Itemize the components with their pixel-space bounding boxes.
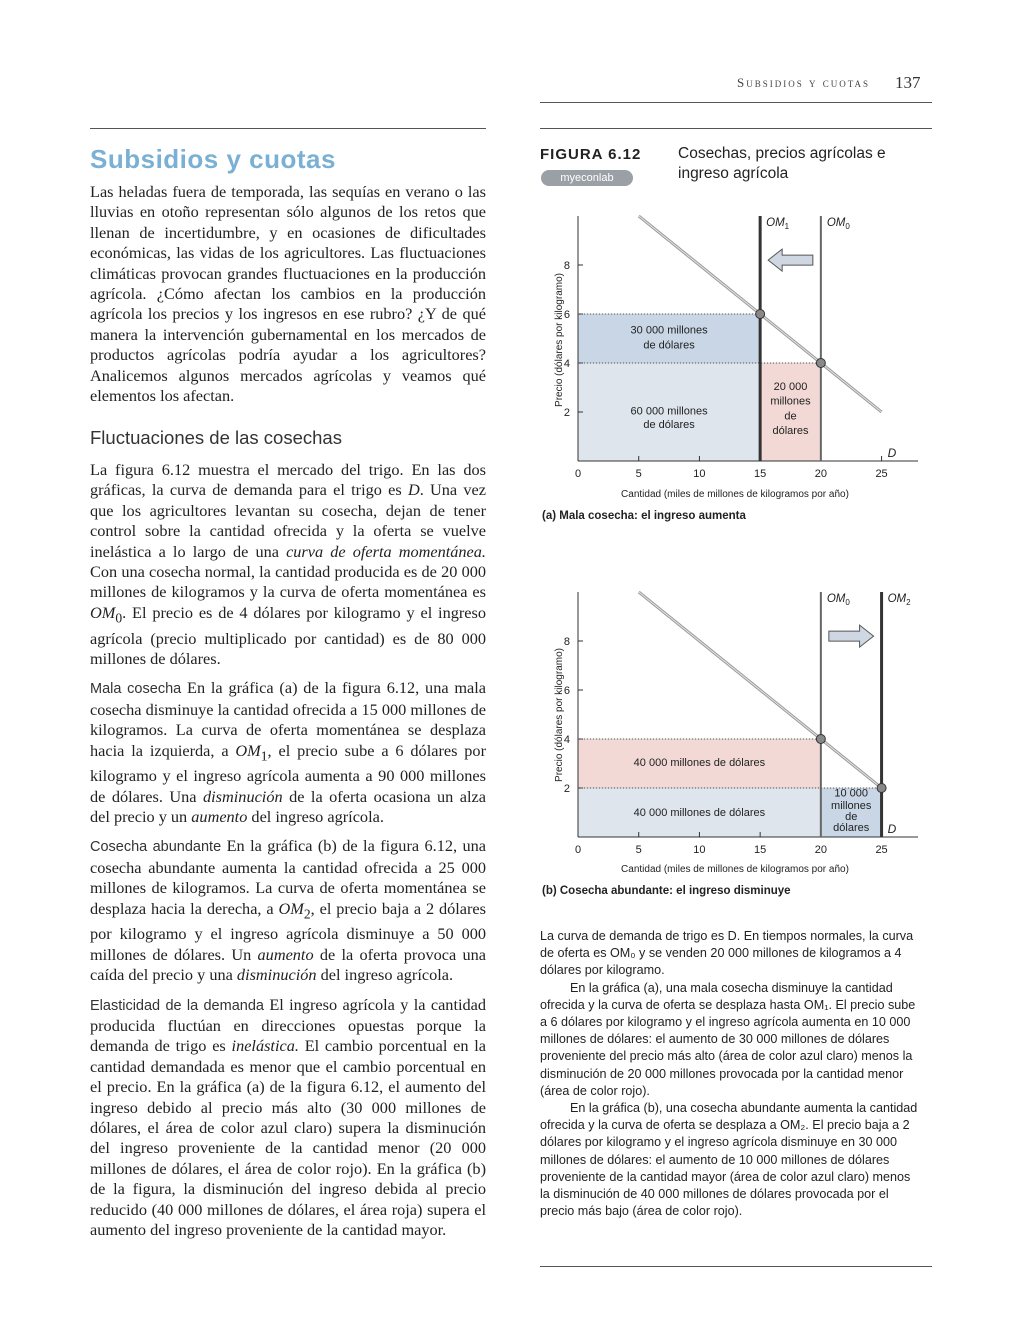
equilibrium-point (756, 310, 765, 319)
x-tick-label: 5 (635, 468, 642, 480)
y-tick-label: 2 (563, 783, 570, 795)
figure-rule (540, 128, 932, 129)
running-head: Subsidios y cuotas (736, 75, 870, 90)
demand-label: D (887, 446, 897, 460)
area-b-line1: 60 000 millones (630, 405, 708, 418)
x-axis-label: Cantidad (miles de millones de kilogramos por año) (621, 864, 849, 875)
header-rule (540, 102, 932, 103)
supply-label-sub: 1 (784, 222, 790, 231)
y-axis-label: Precio (dólares por kilogramo) (554, 273, 565, 407)
caption-paragraph-2: En la gráfica (a), una mala cosecha disminuye la cantidad ofrecida y la curva de oferta se desplaza hasta OM₁. El precio sube a 6 dólares por kilogramo y el ingreso agrícola aumenta en 10 000 millones de dólares: el aumento de 30 000 millones de dólares proveniente del precio más alto (área de color azul claro) menos la disminución de 20 000 millones provocada por la cantidad menor (área de color rojo). (540, 980, 916, 1098)
area-b-line2: de dólares (643, 418, 695, 431)
body-text (90, 460, 486, 1249)
supply-label-sub: 2 (906, 598, 911, 607)
area-c-line4: dólares (772, 425, 809, 438)
paragraph-2: Mala cosecha En la gráfica (a) de la figura 6.12, una mala cosecha disminuye la cantidad ofrecida a 15 000 millones de kilogramos. La curva de oferta momentánea se desplaza hacia la izquierda, a $OM_1$, el precio sube a 6 dólares por kilogramo y el ingreso agrícola aumenta a 90 000 millones de dólares. Una disminución de la oferta ocasiona un alza del precio y un aumento del ingreso agrícola. (90, 678, 487, 826)
x-tick-label: 25 (875, 468, 888, 480)
paragraph-3: Cosecha abundante En la gráfica (b) de la figura 6.12, una cosecha abundante aumenta la cantidad ofrecida a 25 000 millones de kilogramos. La curva de oferta momentánea se desplaza hacia la derecha, a $OM_2$, el precio baja a 2 dólares por kilogramo y el ingreso agrícola disminuye a 50 000 millones de dólares. Un aumento de la oferta provoca una caída del precio y una disminución del ingreso agrícola. (90, 836, 486, 985)
area-c-line1: 20 000 (773, 380, 808, 393)
x-tick-label: 0 (574, 844, 582, 856)
supply-label-0: $OM_0$ (826, 217, 850, 231)
section-title: Subsidios y cuotas (90, 144, 336, 174)
x-tick-label: 25 (875, 844, 888, 856)
paragraph-1: La figura 6.12 muestra el mercado del trigo. En las dos gráficas, la curva de demanda para el trigo es D. Una vez que los agricultores levantan su cosecha, dejan de tener control sobre la cantidad ofrecida y la oferta se vuelve inelástica a lo largo de una curva de oferta momentánea. Con una cosecha normal, la cantidad producida es de 20 000 millones de kilogramos y la curva de oferta momentánea es $OM_0$. El precio es de 4 dólares por kilogramo y el ingreso agrícola (precio multiplicado por cantidad) es de 80 000 millones de dólares. (90, 460, 487, 668)
supply-label-sub: 0 (845, 222, 850, 231)
chart-caption: (b) Cosecha abundante: el ingreso disminuye (542, 885, 791, 897)
figure-caption (540, 928, 920, 1220)
x-tick-label: 10 (693, 844, 706, 856)
figure-title: Cosechas, precios agrícolas e ingreso agrícola (678, 145, 886, 182)
myeconlab-badge[interactable]: myeconlab (541, 170, 633, 186)
section-rule (90, 128, 486, 129)
area-c-line3: de (784, 410, 797, 423)
supply-label-2: $OM_2$ (887, 593, 911, 607)
y-tick-label: 4 (563, 734, 570, 746)
y-tick-label: 8 (563, 260, 570, 272)
x-tick-label: 0 (574, 468, 582, 480)
y-tick-label: 8 (563, 636, 570, 648)
area-b-line1: 40 000 millones de dólares (633, 807, 766, 820)
supply-label-0: $OM_0$ (826, 593, 850, 607)
shift-arrow (768, 249, 813, 271)
x-tick-label: 5 (635, 844, 642, 856)
supply-label-1: $OM_1$ (766, 217, 790, 231)
y-tick-label: 6 (563, 309, 570, 321)
intro-text: Las heladas fuera de temporada, las sequías en verano o las lluvias en otoño representan sólo algunos de los retos que llenan de incertidumbre, y en ocasiones de dificultades económicas, las vidas de los agricultores. Las fluctuaciones climáticas provocan grandes fluctuaciones en la producción agrícola. ¿Cómo afectan los cambios en la producción agrícola los precios y los ingresos en ese rubro? ¿Y de qué manera la intervención gubernamental en los mercados de productos agrícolas podría ayudar a los agricultores? Analicemos algunos mercados agrícolas y veamos qué elementos los afectan. (90, 182, 486, 406)
y-axis-label: Precio (dólares por kilogramo) (554, 648, 565, 782)
y-tick-label: 4 (563, 358, 570, 370)
x-axis-label: Cantidad (miles de millones de kilogramos por año) (621, 489, 849, 500)
chart-a (530, 195, 930, 535)
paragraph-4: Elasticidad de la demanda El ingreso agrícola y la cantidad producida fluctúan en direcciones opuestas porque la demanda de trigo es inelástica. El cambio porcentual en la cantidad demandada es menor que el cambio porcentual en el precio. En la gráfica (a) de la figura 6.12, el aumento del ingreso debido al precio más alto (30 000 millones de dólares, el área de color azul claro) supera la disminución del ingreso proveniente de la cantidad menor (20 000 millones de dólares, el área de color rojo). En la gráfica (b) de la figura, la disminución del ingreso debida al precio reducido (40 000 millones de dólares, el área roja) supera el aumento del ingreso proveniente de la cantidad mayor. (90, 994, 486, 1239)
area-c-line2: millones (770, 395, 811, 408)
x-tick-label: 15 (754, 468, 767, 480)
demand-label: D (887, 822, 897, 836)
area-a-line2: de dólares (643, 339, 695, 352)
y-tick-label: 2 (563, 407, 570, 419)
x-tick-label: 20 (814, 844, 827, 856)
chart-b (530, 575, 930, 910)
run-in-head: Cosecha abundante (90, 839, 222, 856)
area-c-line2: millones (831, 799, 872, 812)
supply-label-sub: 0 (845, 598, 850, 607)
area-a-line1: 30 000 millones (630, 324, 708, 337)
chart-caption: (a) Mala cosecha: el ingreso aumenta (542, 510, 746, 522)
subheading: Fluctuaciones de las cosechas (90, 427, 342, 448)
caption-paragraph-1: La curva de demanda de trigo es D. En tiempos normales, la curva de oferta es OM₀ y se venden 20 000 millones de kilogramos a 4 dólares por kilogramo. (540, 929, 914, 978)
figure-label: FIGURA 6.12 (540, 146, 642, 163)
area-c-line1: 10 000 (834, 787, 869, 800)
intro-paragraph (90, 182, 486, 415)
run-in-head: Mala cosecha (90, 681, 182, 698)
page-number: 137 (895, 73, 921, 92)
footer-rule (540, 1266, 932, 1267)
area-a-line1: 40 000 millones de dólares (633, 756, 766, 769)
x-tick-label: 20 (814, 468, 827, 480)
y-tick-label: 6 (563, 685, 570, 697)
area-c-line3: de (845, 810, 858, 823)
equilibrium-point (816, 359, 825, 368)
caption-paragraph-3: En la gráfica (b), una cosecha abundante aumenta la cantidad ofrecida y la curva de oferta se desplaza a OM₂. El precio baja a 2 dólares por kilogramo y el ingreso agrícola disminuye en 30 000 millones de dólares: el aumento de 10 000 millones de dólares proveniente de la cantidad mayor (área de color azul claro) menos la disminución de 40 000 millones de dólares provocada por el precio más bajo (área de color rojo). (540, 1101, 918, 1219)
run-in-head: Elasticidad de la demanda (90, 997, 264, 1014)
area-c-line4: dólares (833, 821, 870, 834)
equilibrium-point (877, 784, 886, 793)
x-tick-label: 10 (693, 468, 706, 480)
equilibrium-point (816, 735, 825, 744)
x-tick-label: 15 (754, 844, 767, 856)
shift-arrow (829, 625, 874, 647)
